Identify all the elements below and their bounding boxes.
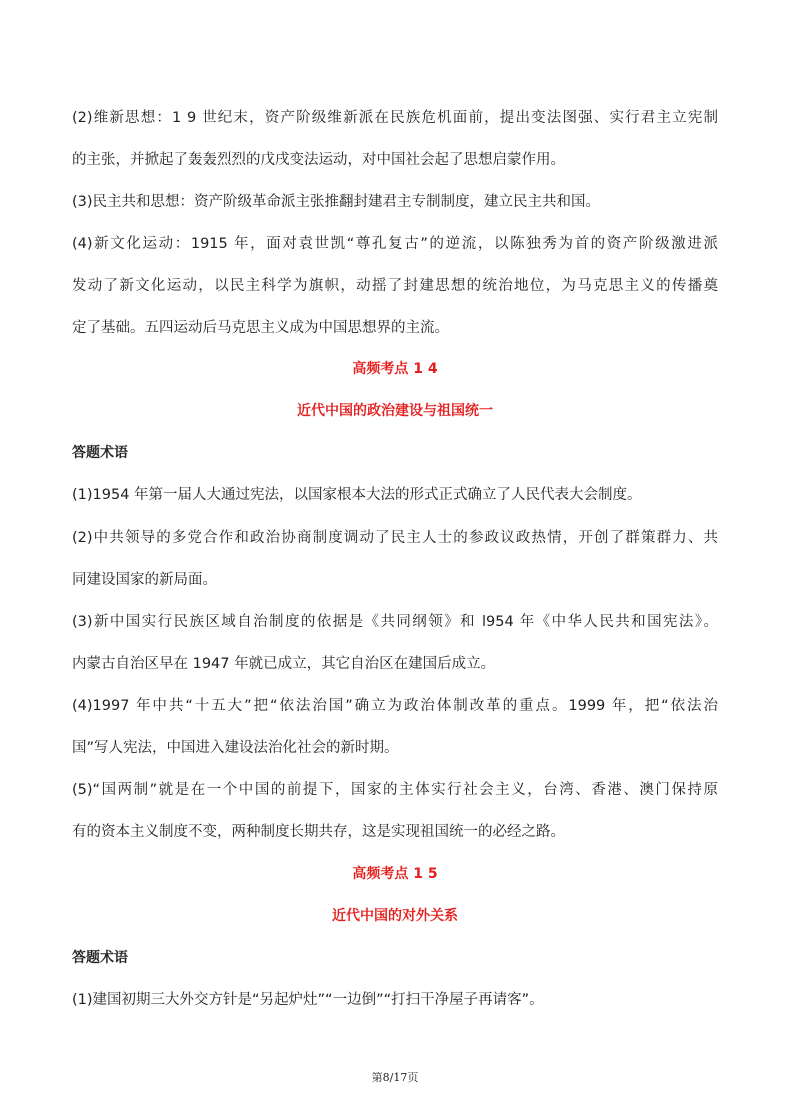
- section-title: 高频考点 1 4: [352, 361, 438, 377]
- paragraph-line: (5)“国两制”就是在一个中国的前提下，国家的主体实行社会主义，台湾、香港、澳门保持原: [72, 782, 718, 798]
- paragraph-line: 的主张，并掀起了轰轰烈烈的戊戌变法运动，对中国社会起了思想启蒙作用。: [72, 152, 565, 168]
- page-number: 第8/17页: [371, 1071, 419, 1084]
- section-title: 高频考点 1 5: [352, 866, 438, 882]
- paragraph-line: (1)1954 年第一届人大通过宪法，以国家根本大法的形式正式确立了人民代表大会制度。: [72, 487, 642, 503]
- paragraph-line: (2)维新思想：1 9 世纪末，资产阶级维新派在民族危机面前，提出变法图强、实行君主立宪制: [72, 110, 718, 126]
- section-subtitle: 近代中国的对外关系: [332, 908, 458, 924]
- paragraph-line: (3)民主共和思想：资产阶级革命派主张推翻封建君主专制制度，建立民主共和国。: [72, 194, 601, 210]
- section-subtitle: 近代中国的政治建设与祖国统一: [297, 403, 493, 419]
- section-label: 答题术语: [72, 950, 128, 966]
- section-label: 答题术语: [72, 445, 128, 461]
- paragraph-line: 有的资本主义制度不变，两种制度长期共存，这是实现祖国统一的必经之路。: [72, 824, 565, 840]
- paragraph-line: 同建设国家的新局面。: [72, 572, 217, 588]
- paragraph-line: (4)1997 年中共“十五大”把“依法治国”确立为政治体制改革的重点。1999 年，把“依法治: [72, 698, 718, 714]
- paragraph-line: 定了基础。五四运动后马克思主义成为中国思想界的主流。: [72, 320, 449, 336]
- paragraph-line: (2)中共领导的多党合作和政治协商制度调动了民主人士的参政议政热情，开创了群策群力、共: [72, 530, 718, 546]
- paragraph-line: (1)建国初期三大外交方针是“另起炉灶”“一边倒”“打扫干净屋子再请客”。: [72, 992, 544, 1008]
- paragraph-line: 发动了新文化运动，以民主科学为旗帜，动摇了封建思想的统治地位，为马克思主义的传播奠: [72, 278, 718, 294]
- paragraph-line: (3)新中国实行民族区域自治制度的依据是《共同纲领》和 l954 年《中华人民共和国宪法》。: [72, 614, 718, 630]
- paragraph-line: 内蒙古自治区早在 1947 年就已成立，其它自治区在建国后成立。: [72, 656, 496, 672]
- paragraph-line: (4)新文化运动：1915 年，面对袁世凯“尊孔复古”的逆流，以陈独秀为首的资产阶级激进派: [72, 236, 718, 252]
- paragraph-line: 国”写人宪法，中国进入建设法治化社会的新时期。: [72, 740, 399, 756]
